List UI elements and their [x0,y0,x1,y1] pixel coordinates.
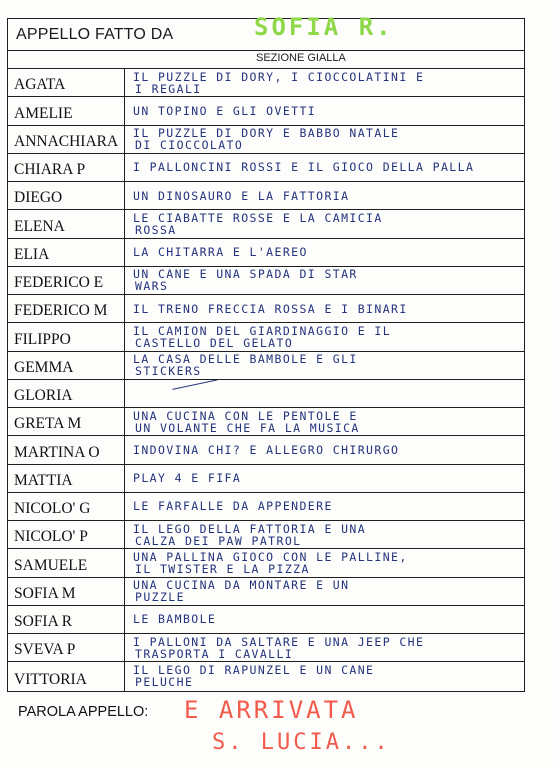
gift-line-1: UNA CUCINA DA MONTARE E UN [133,578,350,593]
student-name: GLORIA [8,380,125,407]
gift-line-1: LE CIABATTE ROSSE E LA CAMICIA [133,210,383,225]
gift-line-1: IL LEGO DI RAPUNZEL E UN CANE [133,663,375,678]
gift-cell [125,549,524,576]
student-name: CHIARA P [8,154,125,181]
table-row [8,408,524,436]
gift-line-1: IL CAMION DEL GIARDINAGGIO E IL [133,323,392,338]
gift-line-2: PELUCHE [135,675,194,690]
student-name: DIEGO [8,182,125,209]
gift-line-1: UN CANE E UNA SPADA DI STAR [133,267,358,282]
gift-line-2: WARS [135,279,169,294]
gift-line-1: LE BAMBOLE [133,612,217,627]
table-row [8,634,524,662]
gift-cell [125,380,524,407]
table-row [8,267,524,295]
table-row [8,549,524,577]
header-row [8,13,524,51]
gift-line-1: IL PUZZLE DI DORY, I CIOCCOLATINI E [133,69,425,84]
gift-line-2: TRASPORTA I CAVALLI [135,646,294,661]
table-body [8,69,524,691]
student-name: AGATA [8,69,125,96]
table-row [8,493,524,521]
section-title: SEZIONE GIALLA [256,52,346,64]
gift-cell [125,521,524,548]
gift-line-1: PLAY 4 E FIFA [133,471,242,486]
student-name: GRETA M [8,408,125,435]
student-name: GEMMA [8,352,125,379]
gift-cell [125,323,524,350]
gift-line-1: I PALLONI DA SALTARE E UNA JEEP CHE [133,634,425,649]
student-name: ANNACHIARA [8,126,125,153]
student-name: FEDERICO M [8,295,125,322]
table-row [8,662,524,690]
table-row [8,323,524,351]
gift-cell [125,634,524,661]
gift-line-2: IL TWISTER E LA PIZZA [135,561,310,576]
student-name: AMELIE [8,97,125,124]
footer-label: PAROLA APPELLO: [18,704,149,720]
gift-cell [125,97,524,124]
student-name: FILIPPO [8,323,125,350]
gift-cell [125,436,524,463]
student-name: VITTORIA [8,662,125,690]
student-name: MATTIA [8,465,125,492]
password-line-1: E ARRIVATA [184,696,359,724]
table-row [8,578,524,606]
header-student-name: SOFIA R. [254,13,394,41]
gift-line-1: UN DINOSAURO E LA FATTORIA [133,188,350,203]
table-row [8,182,524,210]
gift-line-1: I PALLONCINI ROSSI E IL GIOCO DELLA PALLA [133,160,475,175]
gift-line-2: I REGALI [135,81,202,96]
gift-cell [125,210,524,237]
gift-cell [125,295,524,322]
table-row [8,380,524,408]
gift-line-2: DI CIOCCOLATO [135,138,244,153]
student-name: SAMUELE [8,549,125,576]
gift-cell [125,662,524,690]
gift-cell [125,578,524,605]
gift-cell [125,606,524,633]
table-row [8,126,524,154]
gift-line-1: IL PUZZLE DI DORY E BABBO NATALE [133,126,400,141]
table-row [8,69,524,97]
gift-cell [125,69,524,96]
header-label: APPELLO FATTO DA [16,25,174,43]
gift-line-1: LE FARFALLE DA APPENDERE [133,499,333,514]
gift-line-1: INDOVINA CHI? E ALLEGRO CHIRURGO [133,442,400,457]
gift-line-2: PUZZLE [135,590,185,605]
gift-cell [125,408,524,435]
student-name: SOFIA R [8,606,125,633]
password-line-2: S. LUCIA... [212,730,391,755]
section-row [8,51,524,69]
gift-line-1: UNA PALLINA GIOCO CON LE PALLINE, [133,549,408,564]
gift-line-2: CALZA DEI PAW PATROL [135,533,302,548]
pen-stroke-mark [172,380,219,400]
student-name: ELENA [8,210,125,237]
student-name: SOFIA M [8,578,125,605]
student-name: SVEVA P [8,634,125,661]
gift-line-1: UN TOPINO E GLI OVETTI [133,103,317,118]
gift-cell [125,182,524,209]
attendance-table [7,13,525,692]
student-name: MARTINA O [8,436,125,463]
table-row [8,154,524,182]
table-row [8,295,524,323]
gift-cell [125,239,524,266]
gift-cell [125,352,524,379]
table-row [8,239,524,267]
table-row [8,352,524,380]
student-name: NICOLO' G [8,493,125,520]
gift-line-1: LA CASA DELLE BAMBOLE E GLI [133,352,358,367]
table-row [8,436,524,464]
gift-line-1: IL TRENO FRECCIA ROSSA E I BINARI [133,301,408,316]
gift-cell [125,465,524,492]
gift-cell [125,126,524,153]
student-name: ELIA [8,239,125,266]
gift-line-2: CASTELLO DEL GELATO [135,335,294,350]
table-row [8,465,524,493]
gift-line-1: UNA CUCINA CON LE PENTOLE E [133,408,358,423]
table-row [8,210,524,238]
gift-cell [125,493,524,520]
table-row [8,97,524,125]
gift-cell [125,267,524,294]
gift-line-1: LA CHITARRA E L'AEREO [133,245,308,260]
gift-cell [125,154,524,181]
table-row [8,521,524,549]
student-name: FEDERICO E [8,267,125,294]
gift-line-1: IL LEGO DELLA FATTORIA E UNA [133,521,367,536]
gift-line-2: STICKERS [135,364,202,379]
table-row [8,606,524,634]
student-name: NICOLO' P [8,521,125,548]
gift-line-2: ROSSA [135,222,177,237]
gift-line-2: UN VOLANTE CHE FA LA MUSICA [135,420,360,435]
